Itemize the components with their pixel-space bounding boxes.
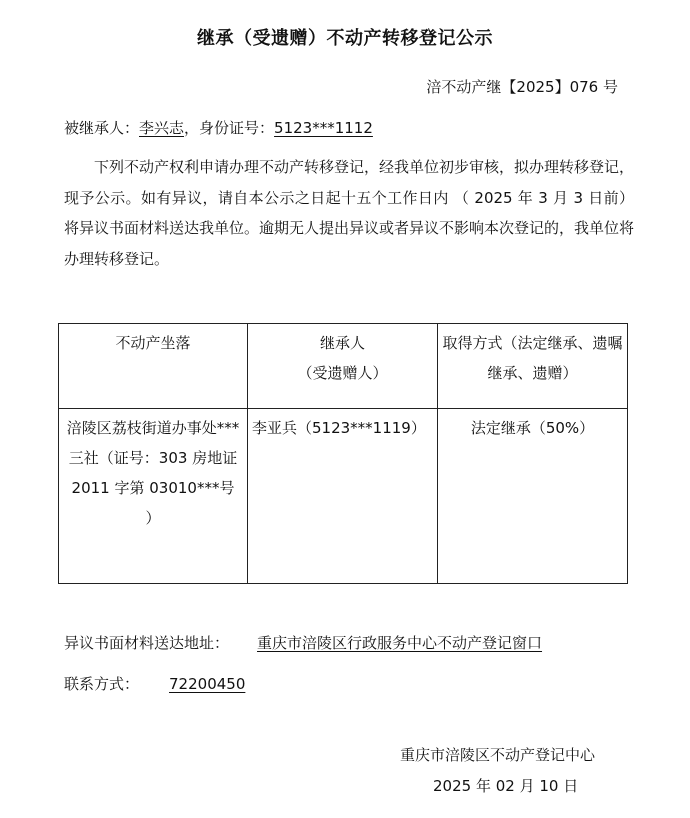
objection-address-line xyxy=(64,632,542,653)
document-number: 涪不动产继【2025】076 号 xyxy=(426,78,618,96)
header-method xyxy=(438,324,628,409)
page-title: 继承（受遗赠）不动产转移登记公示 xyxy=(197,28,493,49)
contact-value: 72200450 xyxy=(169,675,246,693)
contact-label: 联系方式： xyxy=(64,675,140,693)
notice-paragraph: 下列不动产权利申请办理不动产转移登记，经我单位初步审核，拟办理转移登记，现予公示。如有异议，请自本公示之日起十五个工作日内 （ 2025 年 3 月 3 日前）将异议书面材料送达我单位。逾期无人提出异议或者异议不影响本次登记的，我单位将办理转移登记。 xyxy=(64,158,635,268)
header-heir xyxy=(248,324,438,409)
contact-line xyxy=(64,673,245,694)
header-method-label: 取得方式（法定继承、遗嘱继承、遗赠） xyxy=(442,334,623,382)
cell-heir xyxy=(248,409,438,584)
cell-location-close: ） xyxy=(145,509,161,527)
table-row xyxy=(59,409,628,584)
decedent-label: 被继承人： xyxy=(64,119,140,137)
decedent-name: 李兴志 xyxy=(139,119,185,137)
objection-address-label: 异议书面材料送达地址： xyxy=(64,634,230,652)
cell-heir-text: 李亚兵（5123***1119） xyxy=(252,419,426,437)
header-heir-line2: （受遗赠人） xyxy=(297,364,388,382)
cell-method xyxy=(438,409,628,584)
issuer-name: 重庆市涪陵区不动产登记中心 xyxy=(400,746,596,764)
cell-location-text: 涪陵区荔枝街道办事处***三社（证号：303 房地证 2011 字第 03010***号 xyxy=(66,419,240,497)
header-heir-line1: 继承人 xyxy=(319,334,365,352)
header-location xyxy=(59,324,248,409)
cell-method-text: 法定继承（50%） xyxy=(470,419,595,437)
decedent-id-number: 5123***1112 xyxy=(274,119,373,137)
header-location-label: 不动产坐落 xyxy=(115,334,191,352)
objection-address-value: 重庆市涪陵区行政服务中心不动产登记窗口 xyxy=(257,634,543,652)
cell-location xyxy=(59,409,248,584)
decedent-id-separator: ，身份证号： xyxy=(184,119,275,137)
issue-date: 2025 年 02 月 10 日 xyxy=(433,777,579,795)
property-table xyxy=(58,323,628,584)
table-header-row xyxy=(59,324,628,409)
decedent-line xyxy=(64,117,373,138)
